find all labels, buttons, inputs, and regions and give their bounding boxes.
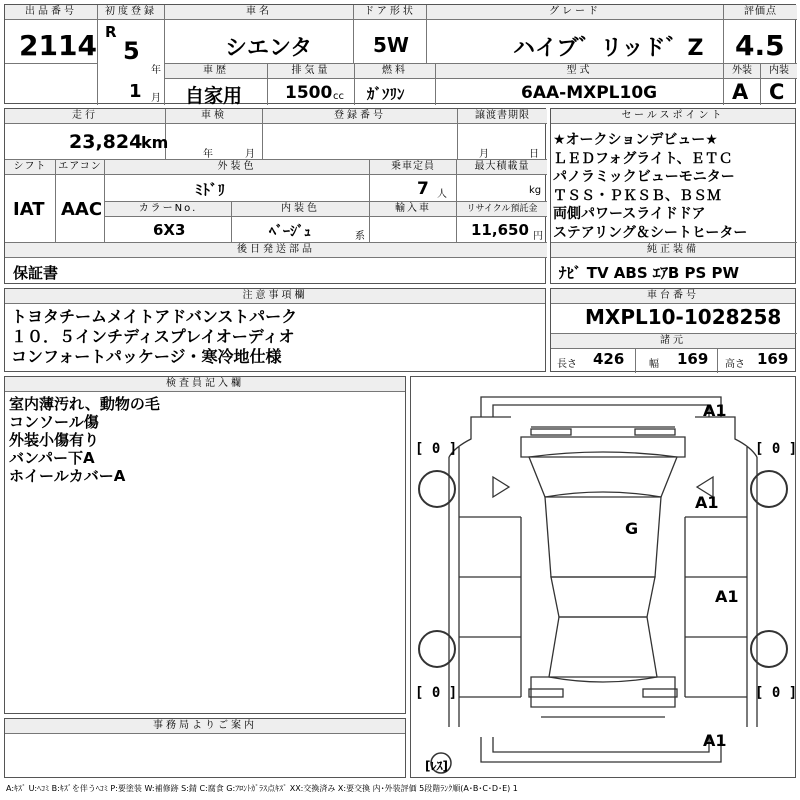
inspector-block	[4, 376, 406, 714]
recycle-unit: 円	[533, 231, 543, 242]
lot-label: 出品番号	[5, 5, 97, 20]
first-reg-label: 初度登録	[98, 5, 164, 20]
equipment-label: 純正装備	[551, 243, 795, 258]
recycle-fee: 11,650	[471, 221, 529, 239]
import-label: 輸入車	[370, 202, 456, 217]
capacity-unit: 人	[437, 189, 447, 200]
transfer-day-unit: 日	[529, 149, 539, 160]
era: R	[105, 23, 117, 41]
note-line: トヨタチームメイトアドバンストパーク	[11, 307, 298, 326]
interior-color-suffix: 系	[355, 231, 365, 242]
exterior-grade: A	[732, 80, 749, 104]
recycle-label: リサイクル預託金	[457, 202, 547, 217]
inspector-note: 外装小傷有り	[9, 431, 100, 449]
damage-marker: A1	[703, 401, 727, 420]
insp-month-unit: 月	[245, 149, 255, 160]
inspector-note: バンパー下A	[9, 449, 95, 467]
mileage-label: 走行	[5, 109, 165, 124]
history: 自家用	[185, 85, 243, 107]
header-block	[4, 4, 796, 107]
ext-label: 外装	[724, 64, 760, 79]
max-load-unit: kg	[529, 185, 542, 196]
color-no-label: カラーNo.	[105, 202, 231, 217]
capacity-label: 乗車定員	[370, 160, 456, 175]
office-label: 事務局よりご案内	[5, 719, 405, 734]
reg-month: 1	[129, 81, 142, 102]
sales-point: ＬＥＤフォグライト、ＥＴＣ	[553, 150, 733, 167]
air-conditioner: AAC	[61, 199, 103, 220]
height: 169	[757, 350, 789, 368]
mileage: 23,824	[69, 131, 143, 153]
sales-point: ＴＳＳ・ＰＫＳＢ、ＢＳＭ	[553, 187, 721, 204]
tire-front-right: [ 0 ]	[755, 441, 798, 457]
interior-color-label: 内装色	[232, 202, 369, 217]
model-code: 6AA-MXPL10G	[521, 83, 658, 103]
mileage-unit: km	[141, 133, 169, 152]
spare-tire: [ﾚｽ]	[425, 759, 448, 773]
reg-year-unit: 年	[151, 65, 161, 76]
sales-points-block	[550, 108, 796, 284]
damage-marker: G	[625, 519, 639, 538]
fuel-label: 燃料	[355, 64, 435, 79]
office-block	[4, 718, 406, 778]
ac-label: エアコン	[56, 160, 104, 175]
chassis-number: MXPL10-1028258	[585, 305, 782, 329]
inspector-notes	[9, 395, 160, 485]
max-load-label: 最大積載量	[457, 160, 547, 175]
model-label: 型式	[436, 64, 723, 79]
shift-label: シフト	[5, 160, 55, 175]
door-label: ドア形状	[354, 5, 426, 20]
sales-points-label: セールスポイント	[551, 109, 795, 124]
damage-marker: A1	[695, 493, 719, 512]
history-label: 車歴	[165, 64, 267, 79]
color-label: 外装色	[105, 160, 369, 175]
int-label: 内装	[761, 64, 797, 79]
displacement-unit: cc	[333, 91, 344, 102]
grade-label: グレード	[427, 5, 723, 20]
interior-color: ﾍﾞｰｼﾞｭ	[269, 224, 311, 240]
reg-no-label: 登録番号	[263, 109, 457, 124]
transfer-label: 譲渡書期限	[458, 109, 547, 124]
length-label: 長さ	[557, 359, 577, 370]
chassis-label: 車台番号	[551, 289, 795, 304]
door-type: 5W	[373, 33, 409, 57]
tire-rear-left: [ 0 ]	[415, 685, 458, 701]
height-label: 高さ	[725, 359, 745, 370]
transfer-month-unit: 月	[479, 149, 489, 160]
fuel: ｶﾞｿﾘﾝ	[367, 85, 405, 103]
spec-label: 諸元	[551, 334, 795, 349]
interior-grade: C	[769, 80, 785, 104]
damage-marker: A1	[715, 587, 739, 606]
displacement-label: 排気量	[268, 64, 354, 79]
inspector-note: 室内薄汚れ、動物の毛	[9, 395, 160, 413]
notes-list	[11, 307, 297, 367]
car-name-label: 車名	[165, 5, 353, 20]
length: 426	[593, 350, 625, 368]
inspector-note: ホイールカバーA	[9, 467, 126, 485]
later-parts-label: 後日発送部品	[5, 243, 547, 258]
tire-front-left: [ 0 ]	[415, 441, 458, 457]
sales-point: 両側パワースライドドア	[553, 206, 706, 222]
chassis-block	[550, 288, 796, 372]
exterior-color: ﾐﾄﾞﾘ	[195, 181, 226, 199]
grade: ハイブ゛リッド゛Z	[513, 36, 704, 61]
shift: IAT	[13, 199, 45, 220]
inspector-note: コンソール傷	[9, 413, 99, 431]
sales-point: ステアリング＆シートヒーター	[553, 224, 748, 241]
sales-points-list	[553, 131, 747, 242]
legend: A:ｷｽﾞ U:ﾍｺﾐ B:ｷｽﾞを伴うﾍｺﾐ P:要塗装 W:補修跡 S:錆 C:腐食 G:ﾌﾛﾝﾄｶﾞﾗｽ点ｷｽﾞ XX:交換済み X:要交換 内･外装評価 5段階ﾗﾝｸ順(A･B･C･D･E) 1	[6, 784, 518, 793]
width-label: 幅	[649, 359, 659, 370]
later-parts: 保証書	[13, 264, 59, 282]
displacement: 1500	[285, 83, 333, 103]
score-label: 評価点	[724, 5, 797, 20]
vehicle-info-block	[4, 108, 546, 284]
damage-diagram	[410, 376, 796, 778]
equipment: ﾅﾋﾞ TV ABS ｴｱB PS PW	[559, 264, 740, 282]
notes-label: 注意事項欄	[5, 289, 545, 304]
car-outline-icon	[411, 377, 798, 777]
inspection-label: 車検	[166, 109, 262, 124]
car-name: シエンタ	[225, 36, 313, 61]
damage-marker: A1	[703, 731, 727, 750]
color-number: 6X3	[153, 221, 186, 239]
width: 169	[677, 350, 709, 368]
sales-point: ★オークションデビュー★	[553, 132, 718, 148]
score: 4.5	[735, 29, 785, 62]
notes-block	[4, 288, 546, 372]
inspector-label: 検査員記入欄	[5, 377, 405, 392]
note-line: コンフォートパッケージ・寒冷地仕様	[11, 347, 282, 366]
insp-year-unit: 年	[203, 149, 213, 160]
reg-year: 5	[123, 37, 140, 65]
capacity: 7	[417, 179, 429, 199]
tire-rear-right: [ 0 ]	[755, 685, 798, 701]
lot-number: 2114	[19, 29, 97, 62]
reg-month-unit: 月	[151, 93, 161, 104]
note-line: １０．５インチディスプレイオーディオ	[11, 327, 295, 346]
sales-point: パノラミックビューモニター	[553, 169, 735, 185]
